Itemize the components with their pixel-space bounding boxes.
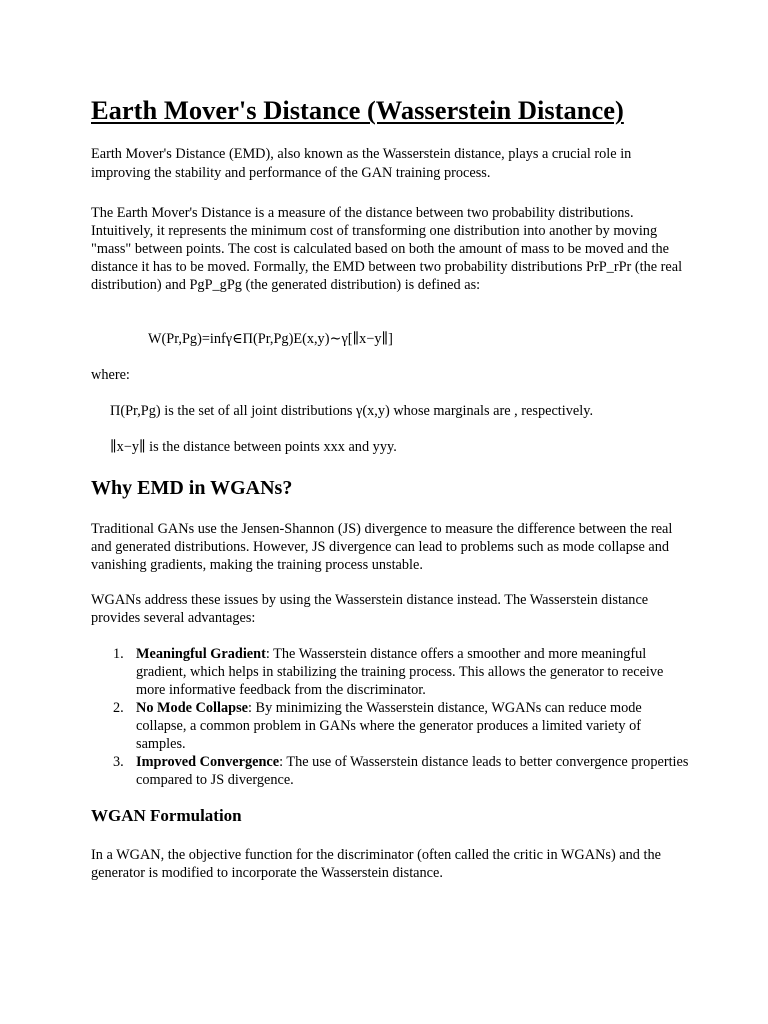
list-item-number: 2. [113,700,124,716]
why-paragraph-1: Traditional GANs use the Jensen-Shannon (JS) divergence to measure the difference between the real and generated distributions. However, JS divergence can lead to problems such as mode collapse and vanishing gradients, making the training process unstable. [91,521,673,573]
document-title: Earth Mover's Distance (Wasserstein Distance) [91,95,624,125]
where-label: where: [91,367,130,383]
section-heading-wgan-formulation: WGAN Formulation [91,806,242,825]
formulation-paragraph: In a WGAN, the objective function for the discriminator (often called the critic in WGANs) and the generator is modified to incorporate the Wasserstein distance. [91,847,661,881]
intro-paragraph: Earth Mover's Distance (EMD), also known as the Wasserstein distance, plays a crucial role in improving the stability and performance of the GAN training process. [91,146,632,181]
where-item-distance: ∥x−y∥ is the distance between points xxx and yyy. [110,439,397,455]
why-paragraph-2: WGANs address these issues by using the Wasserstein distance instead. The Wasserstein distance provides several advantages: [91,592,649,626]
list-item-term: No Mode Collapse [136,700,248,716]
advantages-list [91,645,689,789]
list-item-number: 1. [113,646,124,662]
where-item-joint-distributions: Π(Pr,Pg) is the set of all joint distributions γ(x,y) whose marginals are , respectively. [110,403,594,419]
list-item-text: : The Wasserstein distance offers a smoother and more meaningful gradient, which helps in stabilizing the training process. This allows the generator to receive more informative feedback from the discriminator. [136,646,664,698]
list-item [91,699,689,753]
list-item-text: : By minimizing the Wasserstein distance, WGANs can reduce mode collapse, a common problem in GANs where the generator produces a limited variety of samples. [136,700,642,752]
list-item-term: Meaningful Gradient [136,646,266,662]
list-item-text: : The use of Wasserstein distance leads to better convergence properties compared to JS divergence. [136,754,689,788]
list-item-term: Improved Convergence [136,754,280,770]
list-item [91,645,689,699]
section-heading-why-emd: Why EMD in WGANs? [91,477,293,499]
emd-formula: W(Pr,Pg)=infγ∈Π(Pr,Pg)E(x,y)∼γ[∥x−y∥] [148,331,393,347]
list-item-number: 3. [113,754,124,770]
definition-paragraph: The Earth Mover's Distance is a measure of the distance between two probability distributions. Intuitively, it represents the minimum cost of transforming one distribution into another by moving "mass" between points. The cost is calculated based on both the amount of mass to be moved and the distance it has to be moved. Formally, the EMD between two probability distributions PrP_rPr (the real distribution) and PgP_gPg (the generated distribution) is defined as: [91,205,683,293]
list-item [91,753,689,789]
